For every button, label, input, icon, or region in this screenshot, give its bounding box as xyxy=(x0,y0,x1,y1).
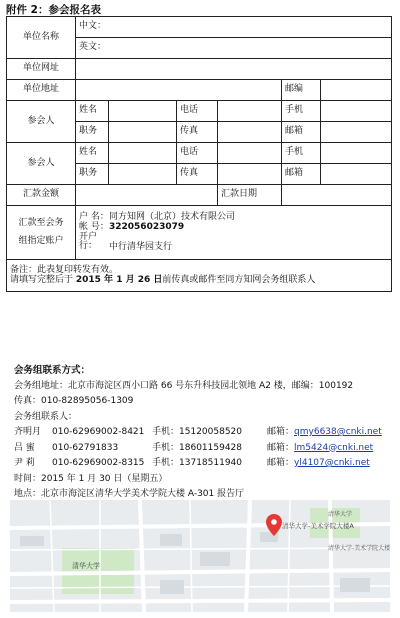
contact-name: 吕 蜜 xyxy=(14,442,35,453)
contact-address: 会务组地址：北京市海淀区西小口路 66 号东升科技园北领地 A2 楼，邮编：100192 xyxy=(14,380,354,391)
phone-label: 电话 xyxy=(177,143,218,164)
remit-to-line1: 汇款至会务 xyxy=(18,218,64,229)
mobile-label: 手机 xyxy=(282,143,321,164)
remit-amount-field[interactable] xyxy=(76,185,218,206)
contact-name: 尹 莉 xyxy=(14,458,35,468)
contact-mobile: 18601159428 xyxy=(179,442,243,453)
contact-email-link[interactable]: yl4107@cnki.net xyxy=(294,458,370,468)
map-label-north: 清华大学 xyxy=(328,511,353,518)
contact-fax: 传真：010-82895056-1309 xyxy=(14,396,134,406)
map-canvas xyxy=(10,500,390,612)
remit-to-line2: 组指定账户 xyxy=(18,235,64,246)
remit-amount-label: 汇款金额 xyxy=(7,185,76,206)
remit-date-field[interactable] xyxy=(282,185,392,206)
contact-name: 齐明月 xyxy=(14,427,42,437)
name-label: 姓名 xyxy=(76,143,109,164)
contact-mobile: 15120058520 xyxy=(179,427,243,437)
website-field[interactable] xyxy=(76,59,392,80)
position-field[interactable] xyxy=(109,164,177,185)
bank-holder: 同方知网（北京）技术有限公司 xyxy=(109,211,236,222)
form-notes xyxy=(7,260,392,292)
phone-field[interactable] xyxy=(218,101,282,122)
contact-email-label: 邮箱： xyxy=(267,458,295,468)
email-label: 邮箱 xyxy=(282,122,321,143)
map-label-academy: 清华大学-美术学院大楼A xyxy=(282,522,354,530)
postcode-label: 邮编 xyxy=(282,80,321,101)
unit-name-english-field[interactable]: 英文： xyxy=(76,38,392,59)
name-field[interactable] xyxy=(109,101,177,122)
bank-holder-label: 户 名： xyxy=(79,211,109,222)
contact-person-row xyxy=(14,456,394,472)
contact-tel: 010-62969002-8421 xyxy=(52,427,145,437)
event-venue: 地点：北京市海淀区清华大学美术学院大楼 A-301 报告厅 xyxy=(14,489,245,499)
phone-label: 电话 xyxy=(177,101,218,122)
contact-email-label: 邮箱： xyxy=(267,427,295,437)
email-field[interactable] xyxy=(321,122,392,143)
map-label-tsinghua: 清华大学 xyxy=(72,562,100,570)
name-field[interactable] xyxy=(109,143,177,164)
email-label: 邮箱 xyxy=(282,164,321,185)
note-text-a: 请填写完整后于 xyxy=(10,274,76,285)
bank-account-info xyxy=(76,206,392,260)
event-time: 时间：2015 年 1 月 30 日（星期五） xyxy=(14,473,168,484)
name-label: 姓名 xyxy=(76,101,109,122)
remit-date-label: 汇款日期 xyxy=(218,185,282,206)
map-label-east: 清华大学-美术学院大楼 xyxy=(328,545,390,552)
contact-mobile-label: 手机： xyxy=(152,458,180,468)
contact-person-row xyxy=(14,441,394,457)
contact-heading: 会务组联系方式： xyxy=(14,365,91,376)
contact-mobile-label: 手机： xyxy=(152,442,180,453)
note-text-b: 前传真或邮件至同方知网会务组联系人 xyxy=(162,274,316,285)
address-field[interactable] xyxy=(76,80,282,101)
bank-branch-label: 开户行： xyxy=(79,231,98,252)
bank-account-number: 322056023079 xyxy=(109,221,185,232)
attendee-2-label: 参会人 xyxy=(7,143,76,185)
unit-name-chinese-field[interactable]: 中文： xyxy=(76,17,392,38)
position-label: 职务 xyxy=(76,122,109,143)
fax-label: 传真 xyxy=(177,122,218,143)
contact-email-link[interactable]: qmy6638@cnki.net xyxy=(294,427,382,437)
note-line-2 xyxy=(10,276,388,286)
attendee-1-label: 参会人 xyxy=(7,101,76,143)
location-map[interactable] xyxy=(10,500,390,612)
address-label: 单位地址 xyxy=(7,80,76,101)
website-label: 单位网址 xyxy=(7,59,76,80)
contact-email-label: 邮箱： xyxy=(267,442,295,453)
contact-tel: 010-62791833 xyxy=(52,442,119,453)
contact-mobile-label: 手机： xyxy=(152,427,180,437)
note-deadline: 2015 年 1 月 26 日 xyxy=(75,274,163,285)
remit-to-label xyxy=(7,206,76,260)
fax-field[interactable] xyxy=(218,164,282,185)
phone-field[interactable] xyxy=(218,143,282,164)
unit-name-label: 单位名称 xyxy=(7,17,76,59)
bank-account-label: 帐 号： xyxy=(79,221,109,232)
mobile-field[interactable] xyxy=(321,143,392,164)
contact-people-label: 会务组联系人： xyxy=(14,411,78,422)
email-field[interactable] xyxy=(321,164,392,185)
position-label: 职务 xyxy=(76,164,109,185)
position-field[interactable] xyxy=(109,122,177,143)
note-line-1: 备注：此表复印转发有效。 xyxy=(10,264,119,275)
registration-form xyxy=(6,16,392,292)
page-title: 附件 2：参会报名表 xyxy=(6,4,101,16)
postcode-field[interactable] xyxy=(321,80,392,101)
contact-section xyxy=(14,363,394,503)
fax-label: 传真 xyxy=(177,164,218,185)
contact-email-link[interactable]: lm5424@cnki.net xyxy=(294,442,374,453)
fax-field[interactable] xyxy=(218,122,282,143)
contact-mobile: 13718511940 xyxy=(179,458,243,468)
mobile-label: 手机 xyxy=(282,101,321,122)
contact-tel: 010-62969002-8315 xyxy=(52,458,145,468)
mobile-field[interactable] xyxy=(321,101,392,122)
bank-branch: 中行清华园支行 xyxy=(109,241,173,252)
contact-person-row xyxy=(14,425,394,441)
